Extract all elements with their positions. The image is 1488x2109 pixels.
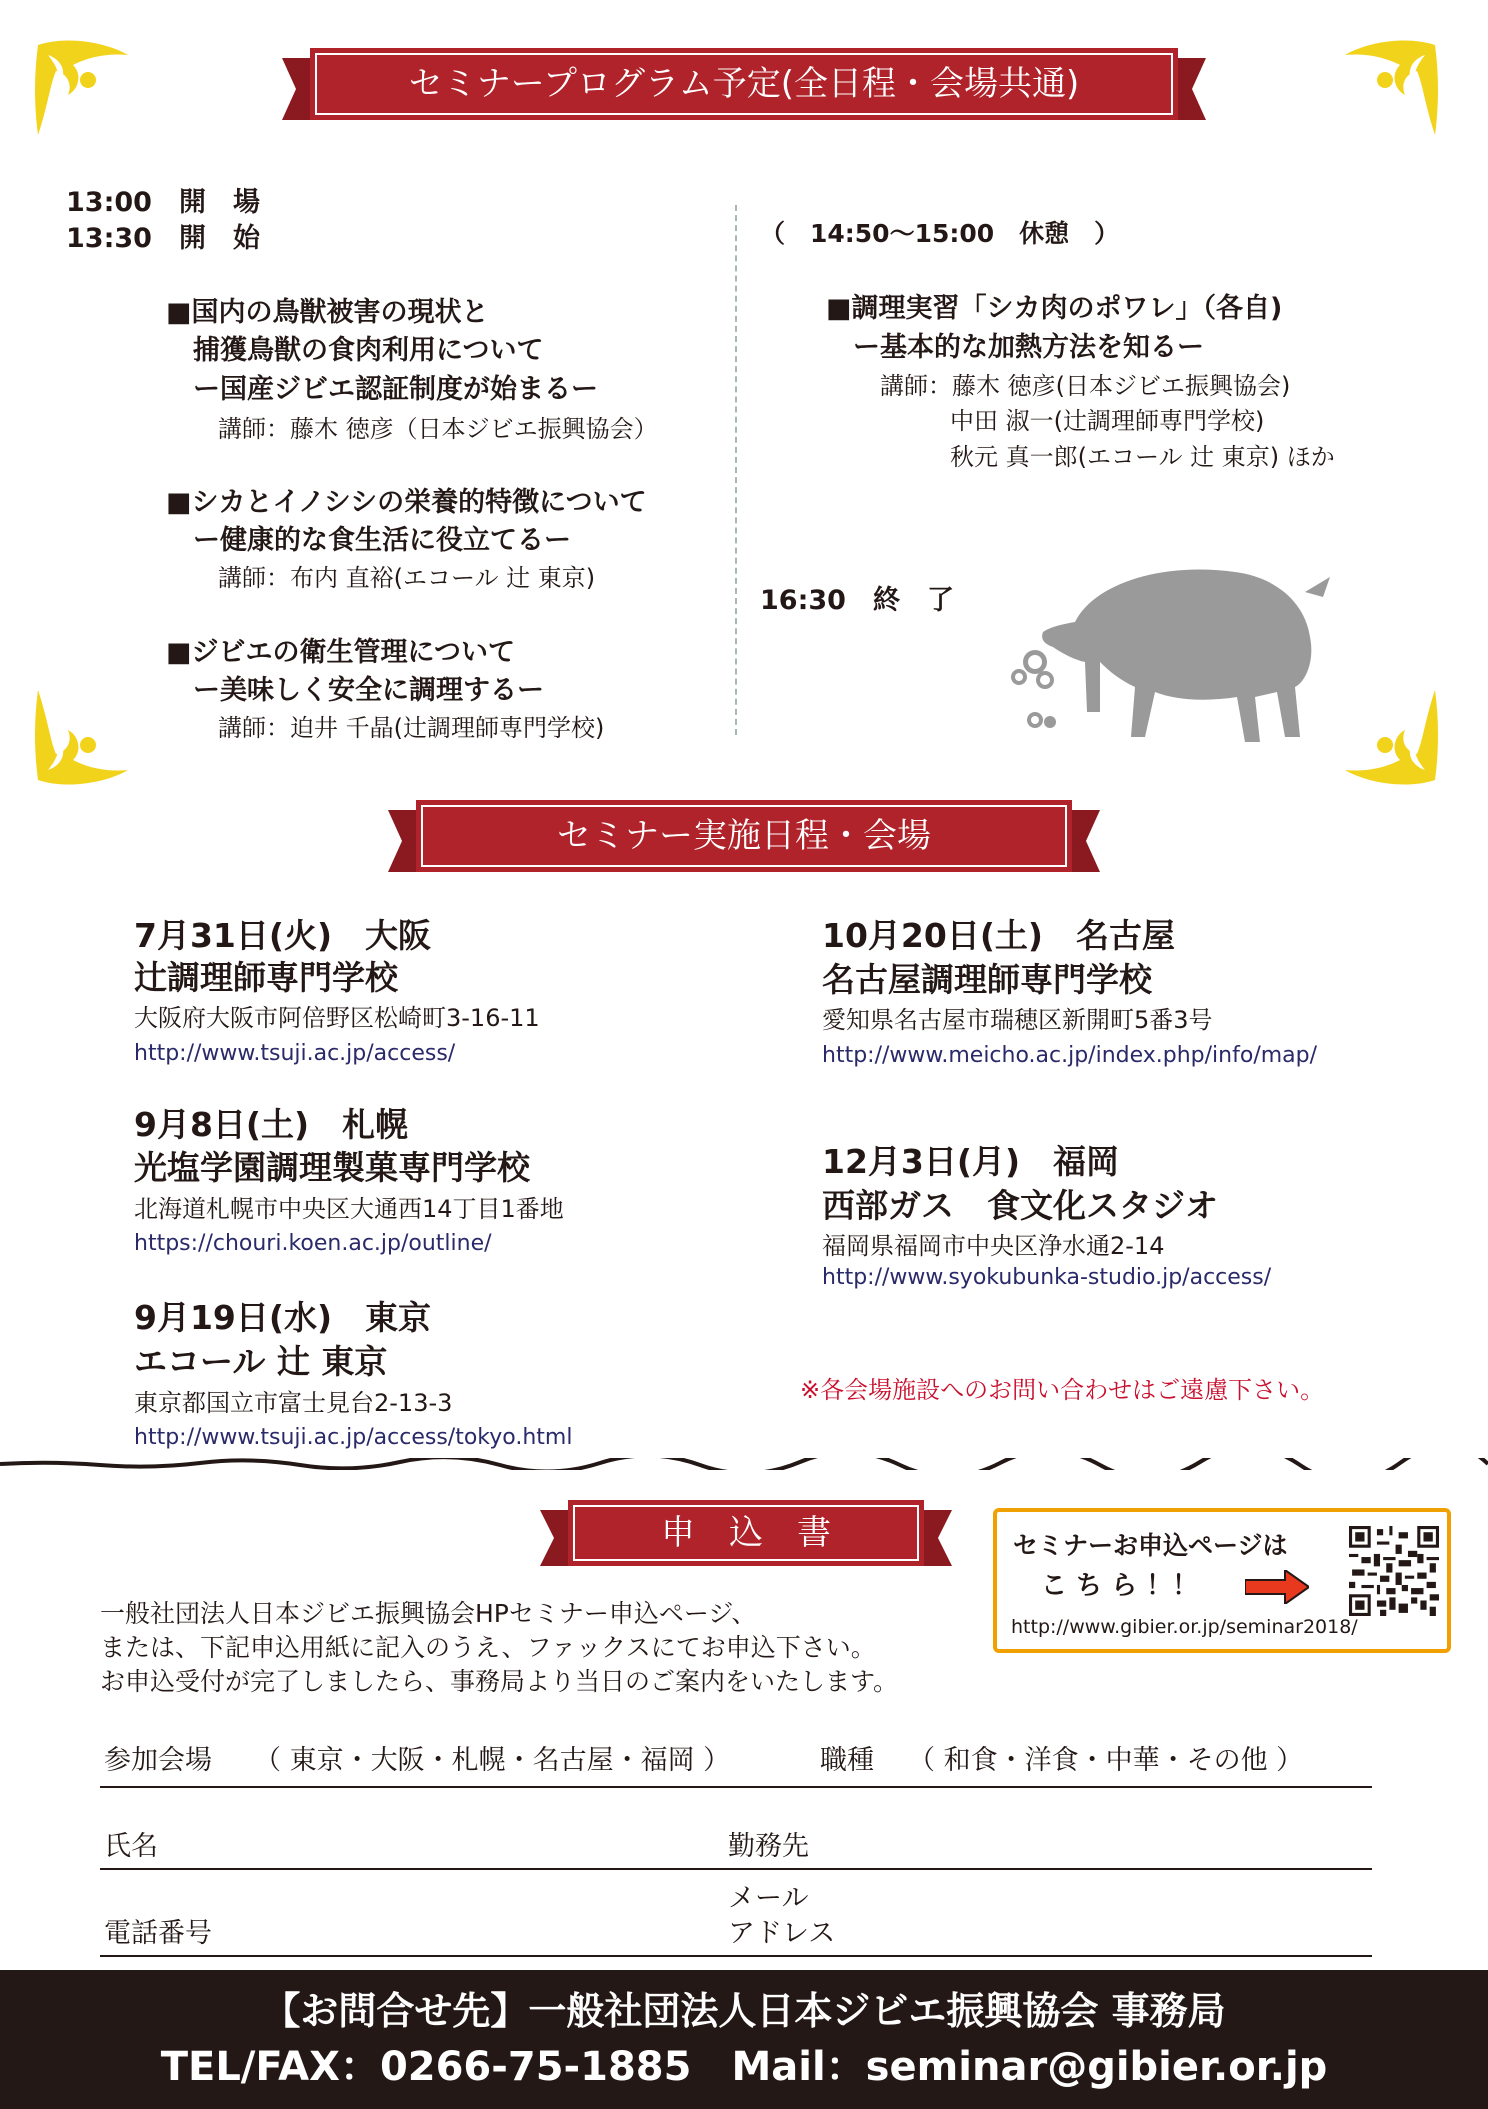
venue-url[interactable]: http://www.tsuji.ac.jp/access/tokyo.html [134, 1425, 573, 1450]
corner-ornament-top-left [28, 35, 138, 145]
application-banner [540, 1500, 952, 1576]
program-banner [282, 48, 1206, 130]
venue-name: エコール 辻 東京 [134, 1342, 388, 1381]
qr-code-icon[interactable] [1349, 1526, 1439, 1616]
mail-label-1: メール [728, 1883, 809, 1914]
application-banner-title: 申 込 書 [661, 1513, 831, 1553]
job-label: 職種 [820, 1745, 874, 1776]
name-field[interactable] [100, 1868, 1372, 1870]
boar-silhouette-icon [1005, 552, 1335, 752]
arrow-right-icon [1245, 1570, 1309, 1604]
schedule-banner-title: セミナー実施日程・会場 [557, 816, 931, 856]
session3-subtitle: ー美味しく安全に調理するー [166, 675, 544, 706]
section-divider [0, 1458, 1488, 1470]
session3-lecturer: 講師：迫井 千晶(辻調理師専門学校) [218, 714, 605, 742]
application-link-box[interactable] [993, 1508, 1451, 1653]
venue-address: 大阪府大阪市阿倍野区松崎町3-16-11 [134, 1004, 540, 1032]
session4-subtitle: ー基本的な加熱方法を知るー [826, 332, 1204, 363]
phone-field[interactable] [100, 1955, 1372, 1957]
program-column-divider [735, 205, 739, 735]
open-time: 13:00 開 場 [66, 187, 260, 218]
venue-name: 西部ガス 食文化スタジオ [822, 1186, 1218, 1225]
end-time: 16:30 終 了 [760, 585, 954, 616]
venue-address: 東京都国立市富士見台2-13-3 [134, 1389, 453, 1417]
application-text-1: 一般社団法人日本ジビエ振興協会HPセミナー申込ページ、 [100, 1599, 757, 1628]
corner-ornament-top-right [1335, 35, 1445, 145]
session2-subtitle: ー健康的な食生活に役立てるー [166, 525, 571, 556]
venue-url[interactable]: http://www.tsuji.ac.jp/access/ [134, 1041, 456, 1066]
venue-date: 9月8日(土) 札幌 [134, 1105, 409, 1144]
name-label: 氏名 [104, 1831, 158, 1862]
session1-subtitle: ー国産ジビエ認証制度が始まるー [166, 374, 598, 405]
venue-date: 12月3日(月) 福岡 [822, 1142, 1120, 1181]
contact-footer [0, 1970, 1488, 2109]
break-time: （ 14:50〜15:00 休憩 ） [760, 219, 1120, 248]
venue-address: 福岡県福岡市中央区浄水通2-14 [822, 1232, 1165, 1260]
venue-address: 北海道札幌市中央区大通西14丁目1番地 [134, 1195, 564, 1223]
work-label: 勤務先 [728, 1831, 809, 1862]
contact-footer-line-1: 【お問合せ先】一般社団法人日本ジビエ振興協会 事務局 [262, 1989, 1226, 2033]
venue-name: 名古屋調理師専門学校 [822, 960, 1152, 999]
application-box-line-1: セミナーお申込ページは [1013, 1531, 1288, 1560]
session3-title: ■ジビエの衛生管理について [166, 637, 515, 668]
venue-date: 9月19日(水) 東京 [134, 1298, 432, 1337]
application-text-2: または、下記申込用紙に記入のうえ、ファックスにてお申込下さい。 [100, 1633, 876, 1662]
mail-label-2: アドレス [728, 1918, 836, 1949]
phone-label: 電話番号 [104, 1918, 212, 1949]
corner-ornament-bottom-left [28, 680, 138, 790]
venue-label: 参加会場 [104, 1745, 212, 1776]
session2-lecturer: 講師：布内 直裕(エコール 辻 東京) [218, 564, 596, 592]
venue-date: 7月31日(火) 大阪 [134, 916, 432, 955]
contact-footer-line-2[interactable]: TEL/FAX：0266-75-1885 Mail：seminar@gibier.or.jp [160, 2044, 1328, 2090]
form-line-1 [100, 1786, 1372, 1788]
start-time: 13:30 開 始 [66, 223, 260, 254]
venue-name: 辻調理師専門学校 [134, 958, 398, 997]
venue-url[interactable]: http://www.syokubunka-studio.jp/access/ [822, 1265, 1272, 1290]
venue-name: 光塩学園調理製菓専門学校 [134, 1148, 530, 1187]
session4-title: ■調理実習「シカ肉のポワレ」（各自) [826, 293, 1283, 324]
job-options[interactable]: （ 和食・洋食・中華・その他 ） [908, 1745, 1304, 1776]
venue-url[interactable]: http://www.meicho.ac.jp/index.php/info/map/ [822, 1043, 1318, 1068]
session4-lecturer-3: 秋元 真一郎(エコール 辻 東京) ほか [950, 443, 1335, 471]
application-box-line-2: こ ち ら ！！ [1041, 1571, 1199, 1601]
session2-title: ■シカとイノシシの栄養的特徴について [166, 487, 647, 518]
venue-note: ※各会場施設へのお問い合わせはご遠慮下さい。 [800, 1376, 1325, 1404]
program-banner-title: セミナープログラム予定(全日程・会場共通) [408, 64, 1080, 104]
schedule-banner [388, 800, 1100, 882]
session1-title: ■国内の鳥獣被害の現状と [166, 297, 489, 328]
session4-lecturer-1: 講師：藤木 徳彦(日本ジビエ振興協会) [880, 372, 1291, 400]
application-text-3: お申込受付が完了しましたら、事務局より当日のご案内をいたします。 [100, 1667, 899, 1696]
venue-date: 10月20日(土) 名古屋 [822, 916, 1176, 955]
venue-options[interactable]: （ 東京・大阪・札幌・名古屋・福岡 ） [254, 1745, 731, 1776]
corner-ornament-bottom-right [1335, 680, 1445, 790]
session4-lecturer-2: 中田 淑一(辻調理師専門学校) [950, 407, 1265, 435]
application-box-url[interactable]: http://www.gibier.or.jp/seminar2018/ [1011, 1616, 1358, 1638]
venue-url[interactable]: https://chouri.koen.ac.jp/outline/ [134, 1231, 492, 1256]
session1-lecturer: 講師：藤木 徳彦（日本ジビエ振興協会） [218, 415, 658, 443]
venue-address: 愛知県名古屋市瑞穂区新開町5番3号 [822, 1006, 1213, 1034]
session1-title-2: 捕獲鳥獣の食肉利用について [166, 335, 544, 366]
